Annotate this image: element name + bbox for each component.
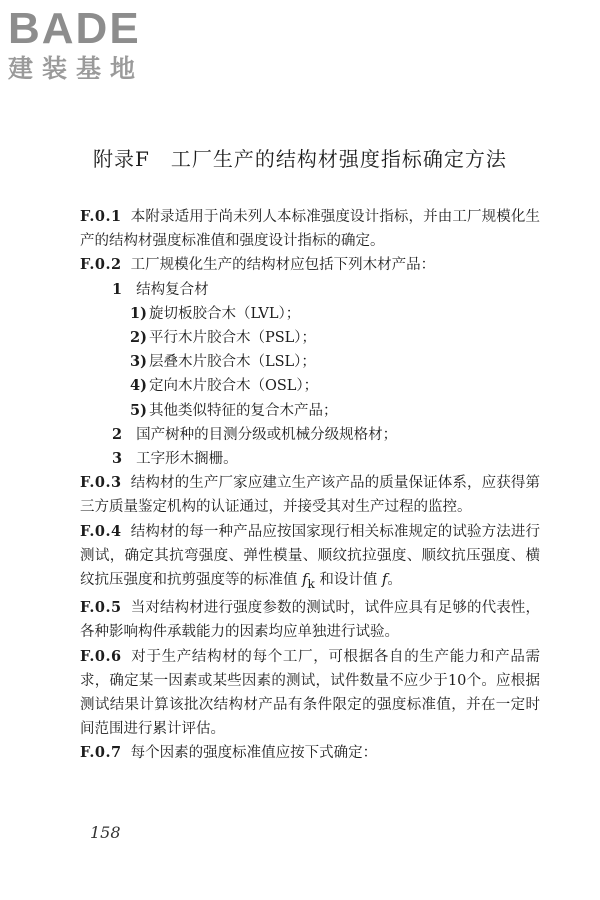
clause-text: 对于生产结构材的每个工厂，可根据各自的生产能力和产品需求，确定某一因素或某些因素的测试，试件数量不应少于10个。应根据测试结果计算该批次结构材产品有条件限定的强度标准值，并在一定时间范围进行累计评估。 [80,648,540,738]
list-index: 1) [130,304,147,322]
list-text: 层叠木片胶合木（LSL）； [148,354,316,371]
list-item [80,278,540,302]
list-item [80,447,540,471]
symbol-f: f [382,572,388,589]
clause-text: 。 [387,572,402,589]
clause-number: F.0.1 [80,208,122,225]
clause-f01 [80,205,540,253]
clause-text: 结构材的生产厂家应建立生产该产品的质量保证体系，应获得第三方质量鉴定机构的认证通过，并接受其对生产过程的监控。 [80,475,540,516]
page-title: 附录F 工厂生产的结构材强度指标确定方法 [93,147,507,171]
logo [8,6,178,84]
logo-wordmark: BADE [8,4,141,53]
list-text: 平行木片胶合木（PSL）； [148,330,317,347]
list-text: 定向木片胶合木（OSL）； [148,378,319,395]
clause-f05 [80,596,540,644]
clause-text: 工厂规模化生产的结构材应包括下列木材产品： [130,257,436,274]
clause-number: F.0.7 [80,744,122,762]
list-index: 5) [130,401,147,419]
clause-text: 本附录适用于尚未列人本标准强度设计指标，并由工厂规模化生产的结构材强度标准值和强度设计指标的确定。 [80,209,540,250]
clause-text: 当对结构材进行强度参数的测试时，试件应具有足够的代表性，各种影响构件承载能力的因素均应单独进行试验。 [80,600,540,641]
list-text: 旋切板胶合木（LVL）； [148,305,301,322]
sub-list-item [80,374,540,398]
clause-f02 [80,253,540,277]
sub-list-item [80,399,540,423]
sub-list-item [80,326,540,350]
clause-f03 [80,471,540,519]
clause-number: F.0.4 [80,522,122,540]
clause-text: 和设计值 [314,572,383,589]
clause-text: 每个因素的强度标准值应按下式确定： [130,745,378,762]
clause-number: F.0.3 [80,474,122,492]
list-index: 3) [130,353,147,371]
clause-f07 [80,741,540,765]
sub-list-item [80,302,540,326]
list-index: 4) [130,377,147,395]
list-index: 2 [112,425,123,443]
clause-number: F.0.6 [80,647,122,665]
clause-text: 结构材的每一种产品应按国家现行相关标准规定的试验方法进行测试，确定其抗弯强度、弹性模量、顺纹抗拉强度、顺纹抗压强度、横纹抗压强度和抗剪强度等的标准值 [80,523,540,589]
list-text: 结构复合材 [136,281,209,298]
subscript-k: k [307,576,315,591]
clause-number: F.0.2 [80,256,122,274]
list-text: 其他类似特征的复合木产品； [148,402,338,419]
list-text: 工字形木搁栅。 [136,451,238,468]
document-body [80,205,540,766]
clause-number: F.0.5 [80,599,122,617]
page-number: 158 [90,823,121,842]
sub-list-item [80,350,540,374]
logo-subtitle: 建装基地 [8,54,145,83]
clause-f04 [80,520,540,597]
list-text: 国产树种的目测分级或机械分级规格材； [136,426,398,443]
list-index: 1 [112,280,123,298]
list-index: 2) [130,329,147,347]
list-item [80,423,540,447]
clause-f06 [80,645,540,742]
symbol-f: f [302,572,308,589]
list-index: 3 [112,450,123,468]
